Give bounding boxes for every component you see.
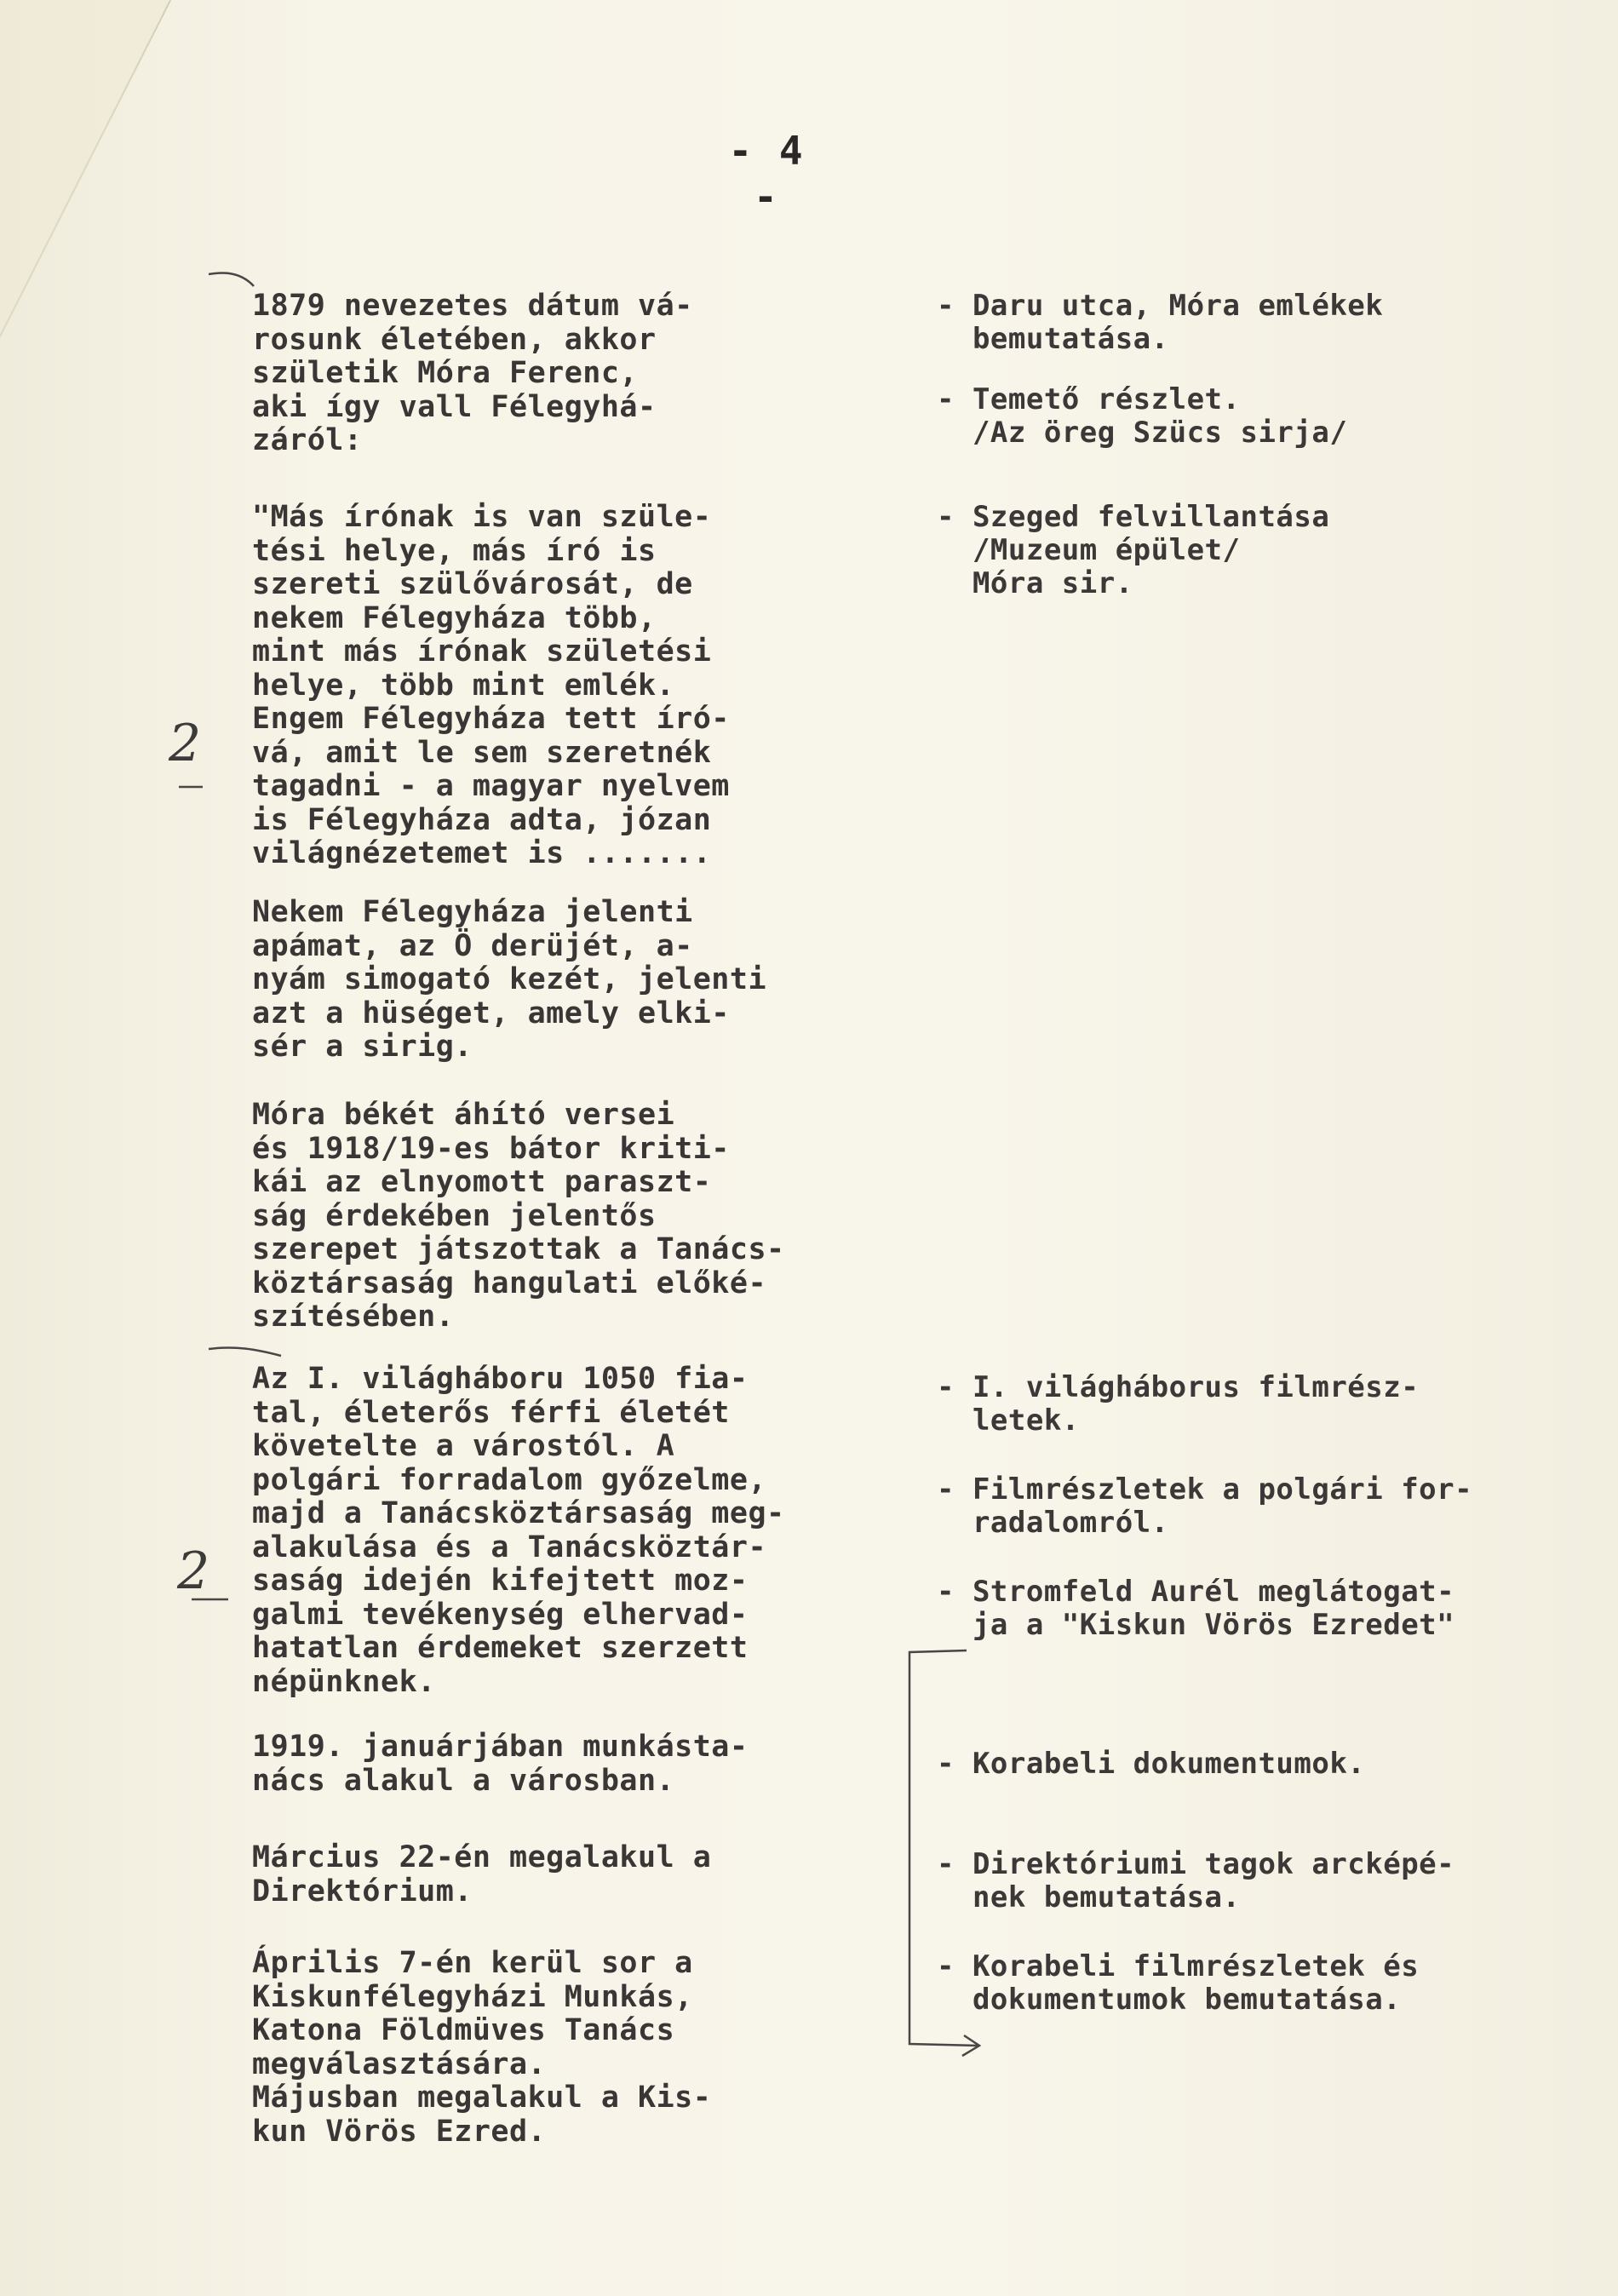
cue-world-war-footage: - I. világháborus filmrész- letek. [937, 1370, 1420, 1438]
cue-cemetery: - Temető részlet. /Az öreg Szücs sirja/ [937, 382, 1348, 450]
paragraph-directorate: Március 22-én megalakul a Direktórium. [252, 1840, 712, 1909]
paragraph-felegyhaza-meaning: Nekem Félegyháza jelenti apámat, az Ö derüjét, a- nyám simogató kezét, jelenti azt a hüséget, amely elki- sér a sirig. [252, 895, 767, 1064]
cue-period-documents: - Korabeli dokumentumok. [937, 1747, 1366, 1781]
page-number: - 4 - [728, 128, 805, 220]
cue-szeged: - Szeged felvillantása /Muzeum épület/ Móra sir. [937, 500, 1330, 600]
cue-stromfeld-visit: - Stromfeld Aurél meglátogat- ja a "Kiskun Vörös Ezredet" [937, 1575, 1455, 1642]
cue-directorate-portraits: - Direktóriumi tagok arcképé- nek bemutatása. [937, 1847, 1455, 1914]
paragraph-mora-poems: Móra békét áhító versei és 1918/19-es bátor kriti- kái az elnyomott paraszt- ság érdekében jelentős szerepet játszottak a Tanács- köztársaság hangulati előké- szítésében. [252, 1098, 785, 1334]
paragraph-mora-quote: "Más írónak is van szüle- tési helye, más író is szereti szülővárosát, de nekem Félegyháza több, mint más írónak születési helye, több mint emlék. Engem Félegyháza tett író- vá, amit le sem szeretnék tagadni - a magyar nyelvem is Félegyháza adta, józan világnézetemet is ....... [252, 500, 730, 870]
margin-mark-1: 2 [169, 714, 202, 773]
margin-mark-2: 2 [177, 1541, 210, 1601]
paragraph-workers-council: 1919. januárjában munkásta- nács alakul a városban. [252, 1730, 749, 1798]
cue-daru-street: - Daru utca, Móra emlékek bemutatása. [937, 289, 1384, 356]
paragraph-mora-birth: 1879 nevezetes dátum vá- rosunk életében, akkor születik Móra Ferenc, aki így vall Félegyhá- záról: [252, 289, 693, 457]
cue-revolution-footage: - Filmrészletek a polgári for- radalomról. [937, 1472, 1473, 1540]
paragraph-april-election: Április 7-én kerül sor a Kiskunfélegyházi Munkás, Katona Földmüves Tanács megválasztására. Májusban megalakul a Kis- kun Vörös Ezred. [252, 1946, 712, 2149]
paragraph-world-war: Az I. világháboru 1050 fia- tal, életerős férfi életét követelte a várostól. A polgári forradalom győzelme, majd a Tanácsköztársaság meg- alakulása és a Tanácsköztár- saság idején kifejtett moz- galmi tevékenység elhervad- hatatlan érdemeket szerzett népünknek. [252, 1362, 785, 1699]
cue-period-footage: - Korabeli filmrészletek és dokumentumok bemutatása. [937, 1949, 1420, 2017]
